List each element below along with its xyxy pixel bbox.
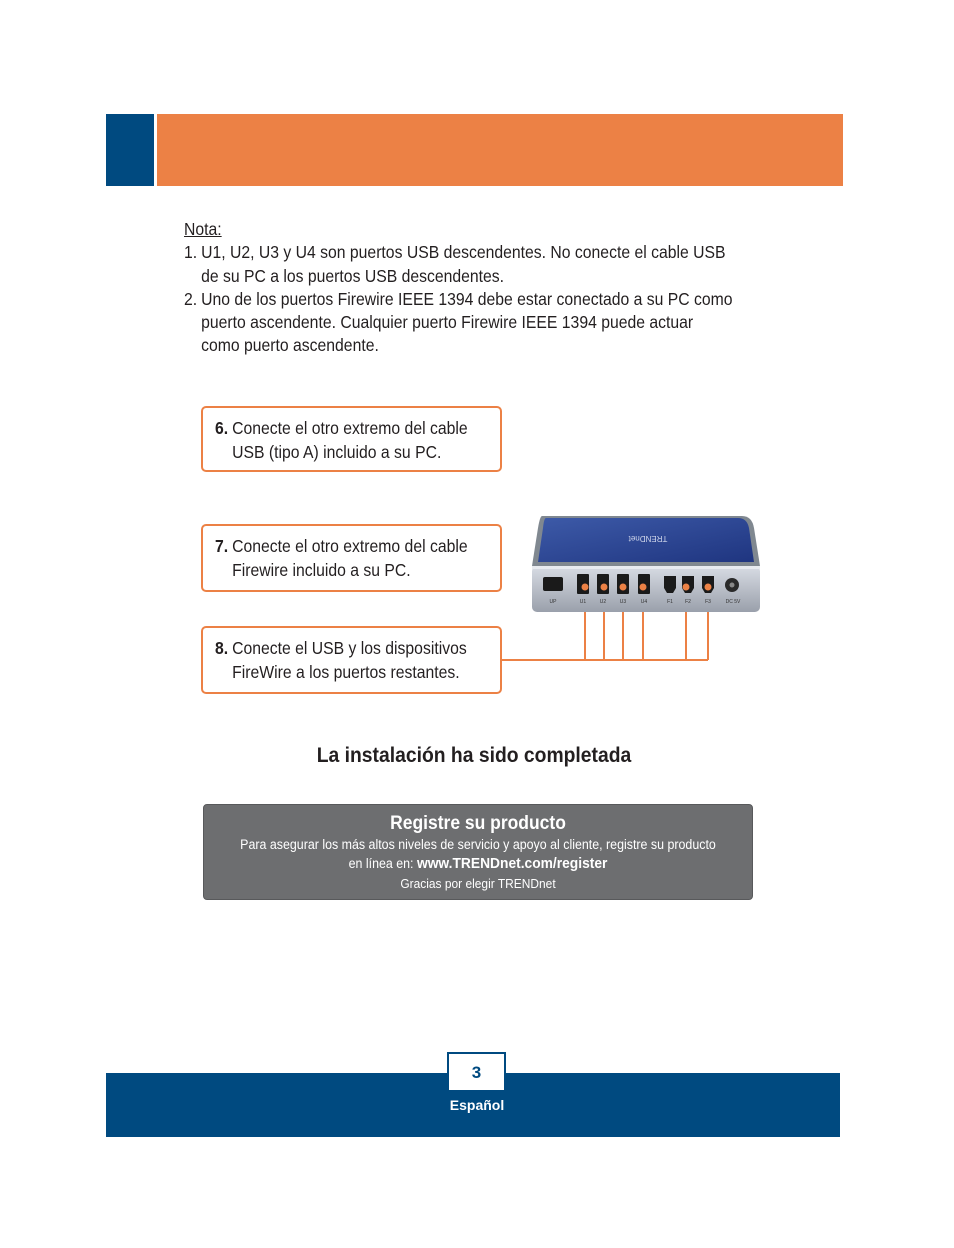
port-label: F1	[667, 599, 673, 605]
step-text: FireWire a los puertos restantes.	[232, 661, 460, 682]
installation-complete-heading: La instalación ha sido completada	[316, 744, 632, 767]
note-item-number: 1.	[184, 242, 198, 263]
port-label: UP	[549, 599, 557, 605]
firewire-port-icon	[664, 576, 676, 593]
register-text: Para asegurar los más altos niveles de servicio y apoyo al cliente, registre su producto	[240, 837, 716, 852]
usb-b-port-icon	[543, 577, 563, 591]
note-item-2	[184, 288, 742, 358]
note-title: Nota:	[184, 219, 222, 239]
step-text: Conecte el USB y los dispositivos	[232, 638, 467, 658]
device-brand-label: TRENDnet	[628, 534, 668, 543]
usb-port-icon	[577, 574, 589, 594]
note-item-number: 2.	[184, 288, 198, 309]
step-text: Firewire incluido a su PC.	[232, 559, 411, 580]
register-panel	[203, 804, 753, 900]
port-label: U1	[579, 599, 587, 605]
note-item-text: de su PC a los puertos USB descendentes.	[201, 265, 505, 286]
note-item-1	[184, 241, 742, 288]
note-item-text: Uno de los puertos Firewire IEEE 1394 debe estar conectado a su PC como	[201, 288, 733, 309]
step-text: Conecte el otro extremo del cable	[232, 418, 468, 438]
port-label: U2	[599, 599, 607, 605]
port-label: U4	[640, 599, 648, 605]
note-list	[184, 241, 742, 357]
footer-language: Español	[449, 1097, 505, 1113]
register-thanks: Gracias por elegir TRENDnet	[400, 876, 556, 891]
register-title: Registre su producto	[390, 813, 566, 834]
step-text: Conecte el otro extremo del cable	[232, 536, 468, 556]
header-blue-block	[106, 114, 154, 186]
register-url-link[interactable]: www.TRENDnet.com/register	[416, 855, 608, 872]
note-item-text: U1, U2, U3 y U4 son puertos USB descendentes. No conecte el cable USB	[201, 242, 726, 263]
note-item-text: puerto ascendente. Cualquier puerto Firewire IEEE 1394 puede actuar	[201, 312, 694, 333]
port-label: F3	[705, 599, 711, 605]
header-orange-bar	[157, 114, 843, 186]
note-item-text: como puerto ascendente.	[201, 335, 379, 356]
step-number: 6.	[215, 418, 229, 438]
register-text: en línea en:	[348, 856, 417, 871]
step-text: USB (tipo A) incluido a su PC.	[232, 441, 442, 462]
note-section	[184, 218, 742, 358]
port-label: DC 5V	[725, 599, 741, 605]
step-8-box	[201, 626, 502, 694]
hub-device-image	[530, 512, 762, 614]
port-label: U3	[619, 599, 627, 605]
step-7-box	[201, 524, 502, 592]
page-number-box	[447, 1052, 506, 1092]
port-label: F2	[685, 599, 691, 605]
step-number: 7.	[215, 536, 229, 556]
step-6-box	[201, 406, 502, 472]
step-number: 8.	[215, 638, 229, 658]
page-number: 3	[471, 1063, 482, 1082]
